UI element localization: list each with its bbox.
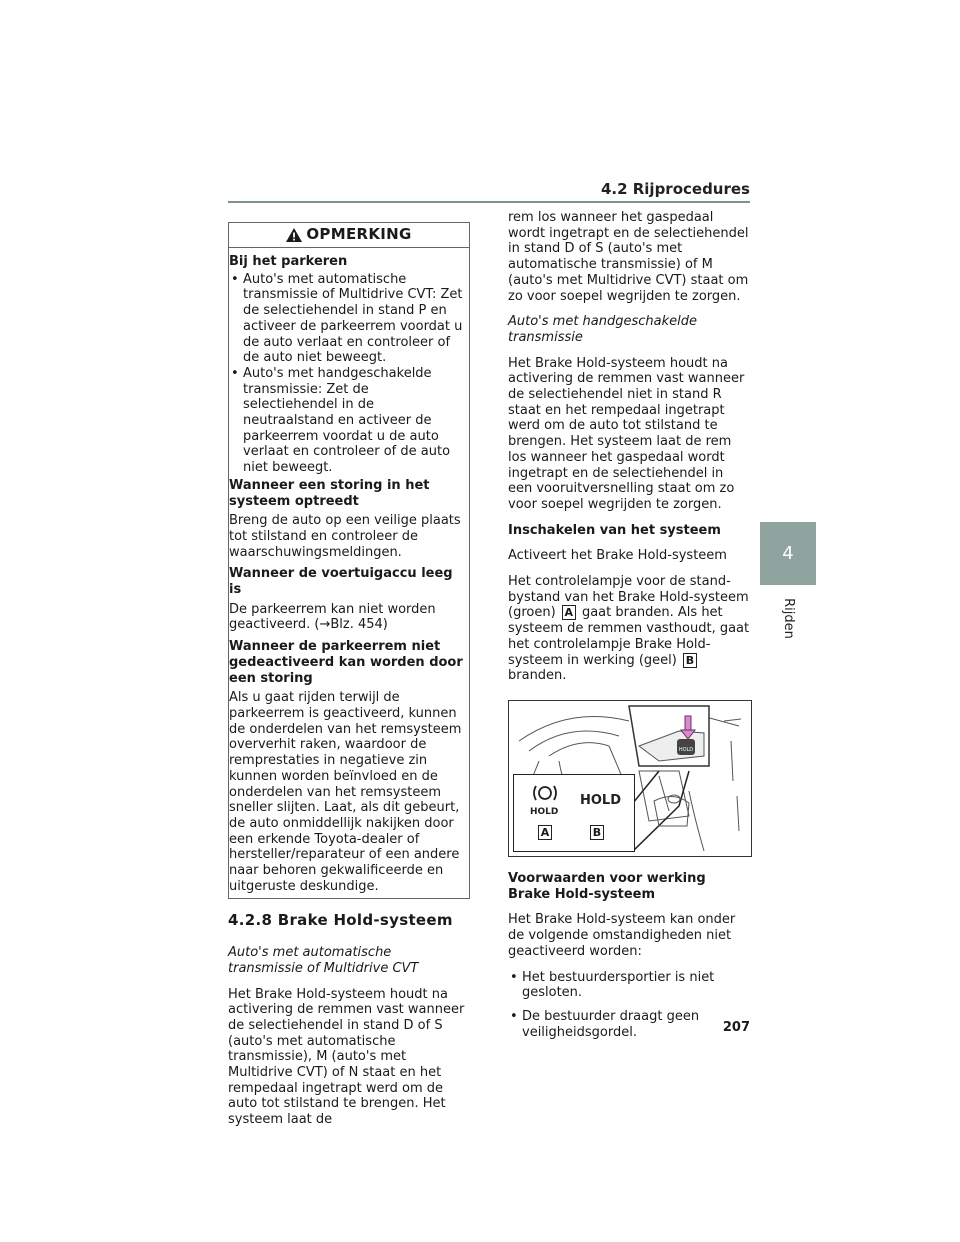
manual-text: Het Brake Hold-systeem houdt na activering de remmen vast wanneer de selectiehendel niet in stand R staat en het rempedaal ingetrapt werd om de auto tot stilstand te brengen. Het systeem laat de rem los wanneer het gaspedaal wordt ingetrapt en de selectiehendel in een vooruitversnelling staat om zo voor soepel wegrijden te zorgen. xyxy=(508,355,745,512)
list-item-text: Het bestuurdersportier is niet gesloten. xyxy=(522,969,715,1001)
indicator-text xyxy=(508,574,750,684)
hold-indicator-text: HOLD xyxy=(580,792,622,808)
list-item-text: Auto's met handgeschakelde transmissie: Zet de selectiehendel in de neutraalstand en activeer de parkeerrem voordat u de auto verlaat en controleer of de auto niet beweegt. xyxy=(243,365,451,476)
list-item: • Auto's met automatische transmissie of Multidrive CVT: Zet de selectiehendel in stand P en activeer de parkeerrem voordat u de auto verlaat en controleer of de auto niet beweegt. xyxy=(229,272,465,366)
header-rule xyxy=(228,201,750,203)
conditions-heading: Voorwaarden voor werking Brake Hold-systeem xyxy=(508,870,706,902)
dashboard-illustration xyxy=(508,700,752,857)
enable-text: Activeert het Brake Hold-systeem xyxy=(508,548,727,564)
page-number: 207 xyxy=(722,1020,750,1035)
indicator-inset xyxy=(513,774,635,852)
release-heading: Wanneer de parkeerrem niet gedeactiveerd kan worden door een storing xyxy=(229,639,463,686)
auto-text-continued: rem los wanneer het gaspedaal wordt ingetrapt en de selectiehendel in stand D of S (auto's met automatische transmissie) of M (auto's met Multidrive CVT) staat om zo voor soepel wegrijden te zorgen. xyxy=(508,210,749,304)
indicator-text-part: Het controlelampje voor de stand-bystand van het Brake Hold-systeem (groen) xyxy=(508,574,749,621)
label-a-box: A xyxy=(562,605,576,620)
label-b-box: B xyxy=(683,653,697,668)
parking-heading: Bij het parkeren xyxy=(229,254,348,269)
notice-header xyxy=(229,223,469,248)
manual-heading: Auto's met handgeschakelde transmissie xyxy=(508,314,698,345)
figure-label-b: B xyxy=(590,825,604,840)
section-header: 4.2 Rijprocedures xyxy=(600,180,750,198)
figure-label-a: A xyxy=(538,825,552,840)
chapter-tab xyxy=(760,522,816,585)
chapter-number: 4 xyxy=(782,543,794,564)
fault-text: Breng de auto op een veilige plaats tot stilstand en controleer de waarschuwingsmeldingen. xyxy=(229,513,461,560)
auto-heading: Auto's met automatische transmissie of Multidrive CVT xyxy=(228,945,419,976)
notice-box xyxy=(228,222,470,899)
chapter-label: Rijden xyxy=(780,597,796,639)
left-column xyxy=(228,222,470,1134)
list-item: • Auto's met handgeschakelde transmissie: Zet de selectiehendel in de neutraalstand en activeer de parkeerrem voordat u de auto verlaat en controleer of de auto niet beweegt. xyxy=(229,366,465,476)
indicator-text-part: branden. xyxy=(508,668,567,684)
enable-heading: Inschakelen van het systeem xyxy=(508,522,721,538)
release-text: Als u gaat rijden terwijl de parkeerrem is geactiveerd, kunnen de onderdelen van het remsysteem oververhit raken, waardoor de remprestaties in negatieve zin kunnen worden beïnvloed en de onderdelen van het remsysteem sneller slijten. Laat, als dit gebeurt, de auto onmiddellijk nakijken door een erkende Toyota-dealer of hersteller/reparateur of een andere naar behoren gekwalificeerde en uitgeruste deskundige. xyxy=(229,690,462,894)
warning-icon xyxy=(286,228,302,242)
auto-text: Het Brake Hold-systeem houdt na activering de remmen vast wanneer de selectiehendel in stand D of S (auto's met automatische transmissie), M (auto's met Multidrive CVT) of N staat en het rempedaal ingetrapt werd om de auto tot stilstand te brengen. Het systeem laat de xyxy=(228,986,465,1128)
conditions-intro: Het Brake Hold-systeem kan onder de volgende omstandigheden niet geactiveerd worden: xyxy=(508,912,736,959)
notice-body xyxy=(229,248,469,898)
hold-icon-label: HOLD xyxy=(530,806,559,817)
battery-text: De parkeerrem kan niet worden geactiveerd. (→Blz. 454) xyxy=(229,601,436,633)
chapter-label-container xyxy=(768,588,808,648)
section-title: 4.2.8 Brake Hold-systeem xyxy=(228,911,453,930)
list-item-text: De bestuurder draagt geen veiligheidsgordel. xyxy=(522,1008,700,1040)
indicator-text-part: gaat branden. Als het systeem de remmen vasthoudt, gaat het controlelampje Brake Hold-systeem in werking (geel) xyxy=(508,605,750,668)
list-item: • Het bestuurdersportier is niet gesloten. xyxy=(508,970,750,1001)
fault-heading: Wanneer een storing in het systeem optreedt xyxy=(229,477,430,509)
notice-title: OPMERKING xyxy=(306,225,412,244)
list-item: • De bestuurder draagt geen veiligheidsgordel. xyxy=(508,1009,750,1040)
svg-text:HOLD: HOLD xyxy=(678,746,694,753)
list-item-text: Auto's met automatische transmissie of Multidrive CVT: Zet de selectiehendel in stand P en activeer de parkeerrem voordat u de auto verlaat en controleer of de auto niet beweegt. xyxy=(243,271,463,366)
brake-hold-indicator-icon xyxy=(531,783,559,803)
right-column xyxy=(508,210,750,1040)
battery-heading: Wanneer de voertuigaccu leeg is xyxy=(229,566,453,598)
